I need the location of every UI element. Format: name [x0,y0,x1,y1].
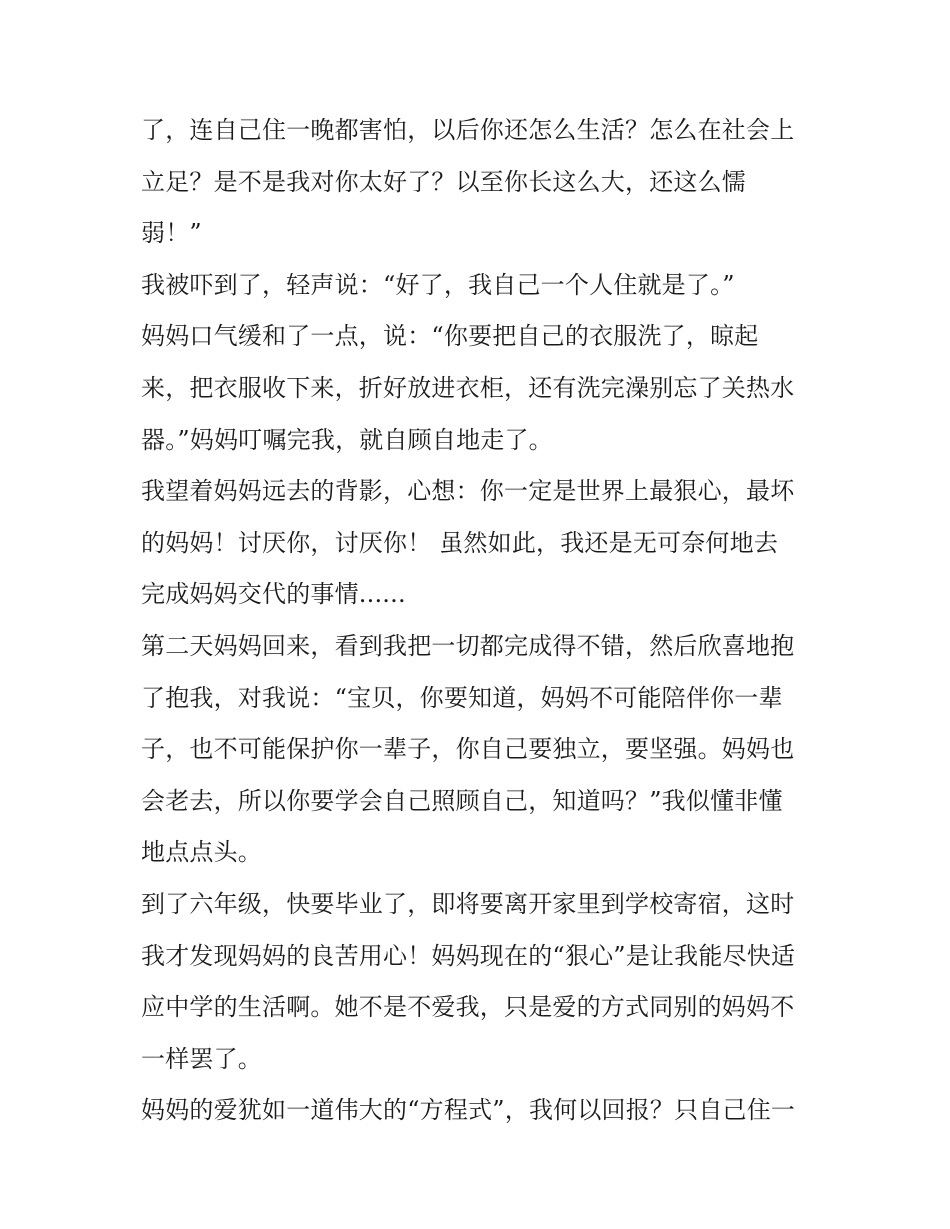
text-line: 的妈妈！讨厌你，讨厌你！ 虽然如此，我还是无可奈何地去 [141,528,779,557]
text-line: 器。”妈妈叮嘱完我，就自顾自地走了。 [141,425,553,454]
text-line: 会老去，所以你要学会自己照顾自己，知道吗？”我似懂非懂 [141,786,783,815]
text-line: 来，把衣服收下来，折好放进衣柜，还有洗完澡别忘了关热水 [141,373,795,402]
text-line: 了抱我，对我说：“宝贝，你要知道，妈妈不可能陪伴你一辈 [141,683,783,712]
text-line: 妈妈口气缓和了一点，说：“你要把自己的衣服洗了，晾起 [141,322,759,351]
text-line: 了，连自己住一晚都害怕，以后你还怎么生活？怎么在社会上 [141,116,795,144]
text-line: 弱！” [141,219,202,248]
text-line: 第二天妈妈回来，看到我把一切都完成得不错，然后欣喜地抱 [141,631,795,660]
text-line: 我望着妈妈远去的背影，心想：你一定是世界上最狠心，最坏 [141,477,795,506]
text-line: 我才发现妈妈的良苦用心！妈妈现在的“狠心”是让我能尽快适 [141,941,796,970]
text-line: 一样罢了。 [141,1044,262,1073]
body-text [141,105,821,1137]
text-line: 我被吓到了，轻声说：“好了，我自己一个人住就是了。” [141,270,735,299]
text-line: 地点点头。 [141,838,262,867]
text-line: 子，也不可能保护你一辈子，你自己要独立，要坚强。妈妈也 [141,735,795,764]
text-line: 应中学的生活啊。她不是不爱我，只是爱的方式同别的妈妈不 [141,993,795,1022]
text-line: 立足？是不是我对你太好了？以至你长这么大，还这么懦 [141,167,746,196]
text-line: 妈妈的爱犹如一道伟大的“方程式”，我何以回报？只自己住一 [141,1096,796,1125]
text-line: 完成妈妈交代的事情...... [141,580,406,609]
text-line: 到了六年级，快要毕业了，即将要离开家里到学校寄宿，这时 [141,889,795,918]
